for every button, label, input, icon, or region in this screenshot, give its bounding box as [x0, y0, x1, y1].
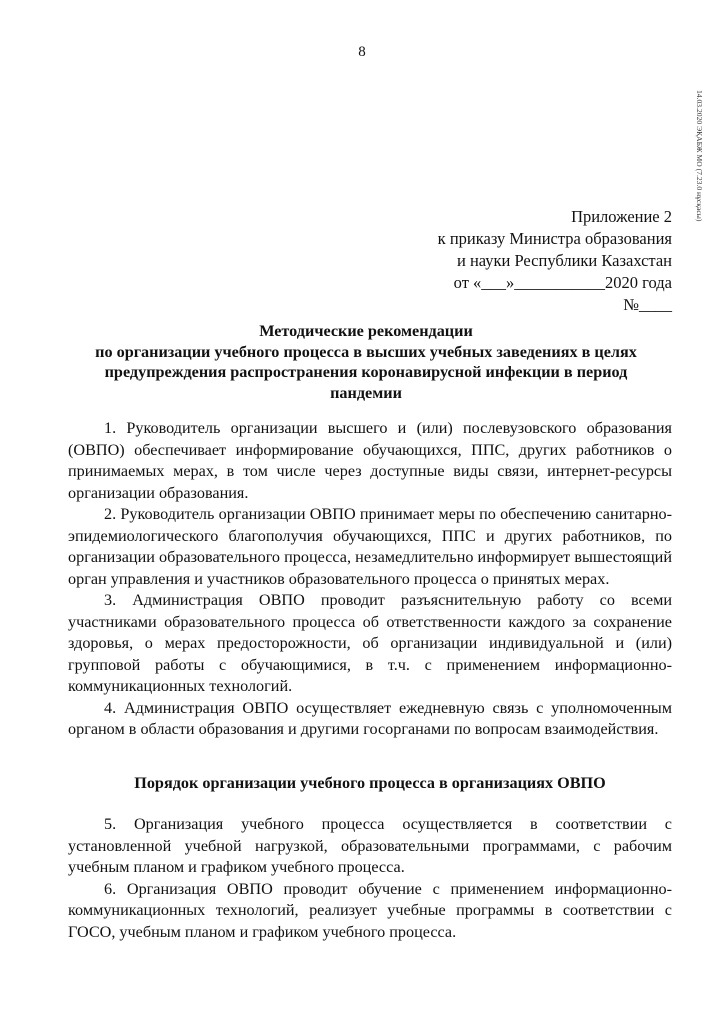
- paragraphs-block-2: [68, 814, 672, 943]
- paragraphs-block-1: [68, 418, 672, 741]
- paragraph-4: 4. Администрация ОВПО осуществляет ежедневную связь с уполномоченным органом в области образования и другими госорганами по вопросам взаимодействия.: [68, 698, 672, 738]
- paragraph-1: 1. Руководитель организации высшего и (или) послевузовского образования (ОВПО) обеспечивает информирование обучающихся, ППС, других работников о принимаемых мерах, в том числе через доступные виды связи, интернет-ресурсы организации образования.: [68, 419, 672, 502]
- paragraph-6: 6. Организация ОВПО проводит обучение с применением информационно-коммуникационных технологий, реализует учебные программы в соответствии с ГОСО, учебным планом и графиком учебного процесса.: [68, 879, 672, 941]
- appendix-line-3: и науки Республики Казахстан: [456, 251, 672, 270]
- appendix-line-5: №____: [623, 295, 672, 314]
- paragraph-3: 3. Администрация ОВПО проводит разъяснительную работу со всеми участниками образовательного процесса об ответственности каждого за сохранение здоровья, о мерах предосторожности, об организации индивидуальной и (или) групповой работы с обучающимися, в т.ч. с применением информационно-коммуникационных технологий.: [68, 591, 672, 695]
- title-line-2: по организации учебного процесса в высших учебных заведениях в целях: [95, 342, 637, 361]
- section-heading: Порядок организации учебного процесса в организациях ОВПО: [134, 774, 606, 792]
- appendix-line-2: к приказу Министра образования: [437, 229, 672, 248]
- appendix-line-4: от «___»___________2020 года: [453, 273, 672, 292]
- paragraph-5: 5. Организация учебного процесса осуществляется в соответствии с установленной учебной нагрузкой, образовательными программами, с рабочим учебным планом и графиком учебного процесса.: [68, 815, 672, 876]
- title-line-3: предупреждения распространения коронавирусной инфекции в период: [104, 363, 628, 381]
- page-number: 8: [358, 44, 366, 60]
- appendix-line-1: Приложение 2: [571, 207, 672, 226]
- document-title: [60, 321, 672, 403]
- appendix-block: [438, 206, 672, 316]
- side-stamp: 14.03.2020 ЭҚАБЖ МО (7.23.0 нұсқасы): [695, 90, 704, 222]
- title-line-4: пандемии: [330, 383, 402, 402]
- paragraph-2: 2. Руководитель организации ОВПО принимает меры по обеспечению санитарно-эпидемиологического благополучия обучающихся, ППС и других работников, по организации образовательного процесса, незамедлительно информирует вышестоящий орган управления и участников образовательного процесса о принятых мерах.: [68, 505, 672, 588]
- title-line-1: Методические рекомендации: [259, 322, 473, 340]
